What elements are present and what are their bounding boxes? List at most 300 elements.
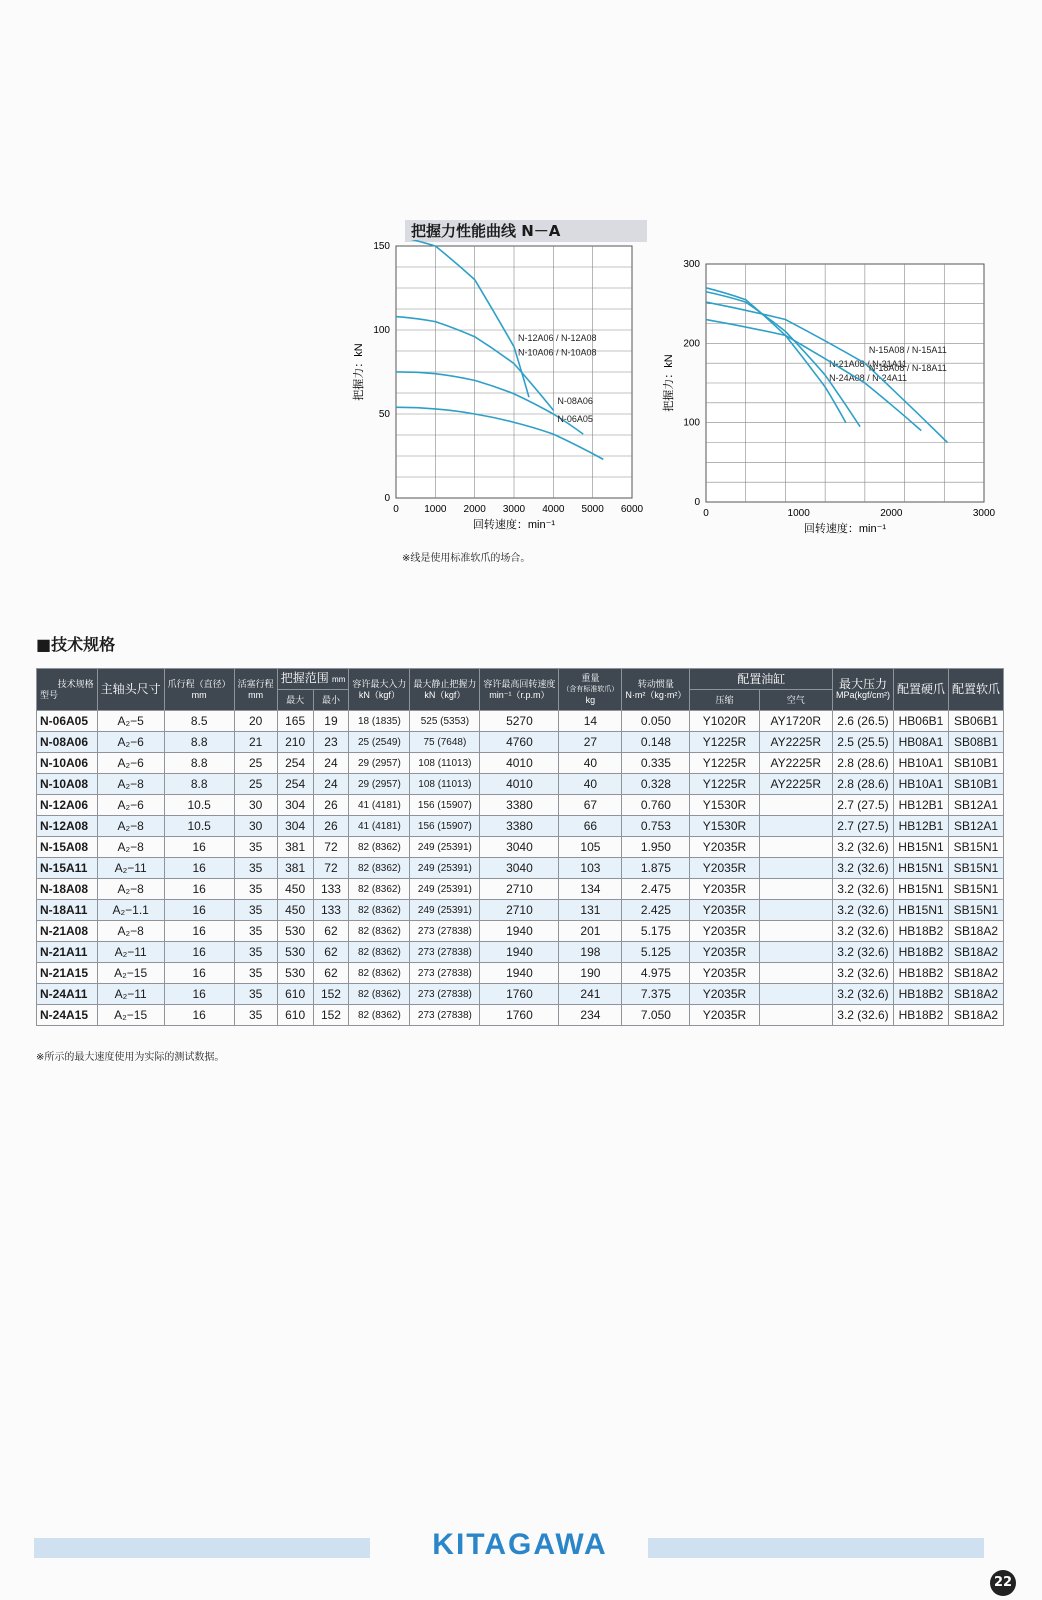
cell-pressure: 3.2 (32.6) (832, 900, 893, 921)
cell-inertia: 0.753 (622, 816, 690, 837)
cell-grip: 273 (27838) (410, 984, 480, 1005)
cell-soft: SB12A1 (948, 795, 1003, 816)
cell-hyd: Y2035R (690, 900, 759, 921)
cell-spindle: A₂−11 (97, 942, 164, 963)
cell-gmin: 72 (313, 837, 349, 858)
header-static-grip (410, 669, 480, 711)
cell-input: 82 (8362) (349, 984, 410, 1005)
cell-soft: SB06B1 (948, 711, 1003, 732)
header-cyl-air: 空气 (759, 690, 832, 711)
cell-model: N-10A06 (37, 753, 98, 774)
y-axis-label: 把握力：kN (663, 354, 675, 412)
brand-logo: KITAGAWA (432, 1528, 608, 1561)
cell-spindle: A₂−8 (97, 921, 164, 942)
cell-inertia: 7.050 (622, 1005, 690, 1026)
cell-air (759, 942, 832, 963)
cell-grip: 108 (11013) (410, 774, 480, 795)
header-model (37, 669, 98, 711)
cell-model: N-21A11 (37, 942, 98, 963)
cell-speed: 2710 (480, 900, 559, 921)
table-row (37, 921, 1004, 942)
cell-gmax: 381 (277, 858, 313, 879)
cell-model: N-24A11 (37, 984, 98, 1005)
cell-inertia: 2.475 (622, 879, 690, 900)
cell-pressure: 3.2 (32.6) (832, 963, 893, 984)
cell-grip: 525 (5353) (410, 711, 480, 732)
cell-speed: 5270 (480, 711, 559, 732)
cell-hyd: Y2035R (690, 837, 759, 858)
y-tick-label: 200 (683, 338, 700, 350)
cell-hard: HB06B1 (893, 711, 948, 732)
cell-grip: 273 (27838) (410, 942, 480, 963)
cell-hyd: Y2035R (690, 984, 759, 1005)
cell-air: AY2225R (759, 753, 832, 774)
y-tick-label: 300 (683, 259, 700, 270)
cell-piston: 35 (234, 900, 277, 921)
x-tick-label: 3000 (502, 504, 526, 515)
cell-hyd: Y1530R (690, 795, 759, 816)
cell-air (759, 963, 832, 984)
cell-inertia: 1.950 (622, 837, 690, 858)
cell-gmax: 254 (277, 774, 313, 795)
cell-piston: 25 (234, 753, 277, 774)
header-max-pressure-unit: MPa(kgf/cm²) (835, 689, 890, 700)
cell-jaw: 16 (164, 858, 234, 879)
cell-hyd: Y1225R (690, 732, 759, 753)
cell-jaw: 8.8 (164, 732, 234, 753)
header-weight-note: （含有标准软爪） (562, 686, 619, 693)
cell-grip: 249 (25391) (410, 879, 480, 900)
x-tick-label: 0 (393, 504, 399, 515)
table-row (37, 942, 1004, 963)
cell-air: AY2225R (759, 732, 832, 753)
cell-input: 82 (8362) (349, 942, 410, 963)
cell-input: 29 (2957) (349, 753, 410, 774)
cell-spindle: A₂−8 (97, 837, 164, 858)
series-label: N-08A06 (557, 396, 593, 406)
header-inertia-label: 转动惯量 (637, 678, 674, 689)
cell-gmin: 62 (313, 963, 349, 984)
cell-gmax: 450 (277, 879, 313, 900)
header-weight-label: 重量 (581, 673, 600, 683)
cell-hard: HB10A1 (893, 753, 948, 774)
cell-piston: 35 (234, 879, 277, 900)
cell-gmin: 19 (313, 711, 349, 732)
cell-grip: 249 (25391) (410, 858, 480, 879)
cell-model: N-10A08 (37, 774, 98, 795)
cell-pressure: 3.2 (32.6) (832, 942, 893, 963)
table-row (37, 963, 1004, 984)
cell-jaw: 10.5 (164, 816, 234, 837)
cell-gmax: 165 (277, 711, 313, 732)
cell-input: 82 (8362) (349, 879, 410, 900)
y-axis-label: 把握力：kN (353, 343, 365, 401)
cell-grip: 273 (27838) (410, 963, 480, 984)
cell-hard: HB18B2 (893, 963, 948, 984)
cell-pressure: 2.8 (28.6) (832, 774, 893, 795)
header-piston-stroke-unit: mm (248, 689, 264, 700)
x-axis-label: 回转速度：min⁻¹ (472, 519, 556, 531)
cell-model: N-24A15 (37, 1005, 98, 1026)
cell-pressure: 3.2 (32.6) (832, 984, 893, 1005)
cell-weight: 103 (559, 858, 622, 879)
header-weight-unit: kg (585, 695, 596, 705)
cell-gmax: 304 (277, 795, 313, 816)
cell-model: N-12A08 (37, 816, 98, 837)
cell-jaw: 8.8 (164, 753, 234, 774)
header-grip-range (277, 669, 349, 690)
cell-gmax: 530 (277, 921, 313, 942)
cell-jaw: 16 (164, 984, 234, 1005)
cell-soft: SB18A2 (948, 984, 1003, 1005)
header-inertia-unit: N·m²（kg·m²） (625, 689, 687, 700)
cell-piston: 21 (234, 732, 277, 753)
chart-note: ※线是使用标准软爪的场合。 (402, 553, 531, 564)
cell-soft: SB18A2 (948, 942, 1003, 963)
x-tick-label: 5000 (581, 504, 604, 515)
cell-weight: 67 (559, 795, 622, 816)
cell-model: N-21A15 (37, 963, 98, 984)
cell-gmin: 133 (313, 879, 349, 900)
header-grip-max: 最大 (277, 690, 313, 711)
cell-piston: 35 (234, 837, 277, 858)
header-jaw-stroke-label: 爪行程（直径） (167, 678, 231, 689)
table-row (37, 753, 1004, 774)
x-tick-label: 3000 (972, 508, 996, 519)
cell-hard: HB08A1 (893, 732, 948, 753)
cell-input: 18 (1835) (349, 711, 410, 732)
footer-band-right (648, 1538, 984, 1558)
cell-model: N-08A06 (37, 732, 98, 753)
cell-pressure: 3.2 (32.6) (832, 1005, 893, 1026)
cell-spindle: A₂−11 (97, 984, 164, 1005)
cell-grip: 75 (7648) (410, 732, 480, 753)
cell-inertia: 4.975 (622, 963, 690, 984)
cell-grip: 273 (27838) (410, 1005, 480, 1026)
cell-jaw: 16 (164, 942, 234, 963)
cell-air (759, 858, 832, 879)
cell-gmin: 152 (313, 984, 349, 1005)
cell-speed: 1760 (480, 1005, 559, 1026)
cell-soft: SB08B1 (948, 732, 1003, 753)
cell-hard: HB18B2 (893, 921, 948, 942)
grip-chart-small (340, 240, 670, 540)
cell-speed: 3380 (480, 816, 559, 837)
header-static-grip-unit: kN（kgf） (424, 689, 466, 700)
cell-piston: 35 (234, 858, 277, 879)
cell-soft: SB15N1 (948, 837, 1003, 858)
header-weight (559, 669, 622, 711)
table-row (37, 900, 1004, 921)
spec-table-body (37, 711, 1004, 1026)
header-max-pressure-label: 最大压力 (838, 676, 887, 691)
cell-pressure: 2.8 (28.6) (832, 753, 893, 774)
cell-weight: 131 (559, 900, 622, 921)
series-label: N-12A06 / N-12A08 (518, 332, 597, 343)
cell-inertia: 0.050 (622, 711, 690, 732)
cell-gmax: 450 (277, 900, 313, 921)
cell-jaw: 16 (164, 837, 234, 858)
cell-piston: 35 (234, 984, 277, 1005)
cell-piston: 20 (234, 711, 277, 732)
header-grip-min: 最小 (313, 690, 349, 711)
table-note: ※所示的最大速度使用为实际的测试数据。 (36, 1052, 225, 1063)
cell-soft: SB10B1 (948, 753, 1003, 774)
cell-grip: 249 (25391) (410, 837, 480, 858)
cell-inertia: 0.760 (622, 795, 690, 816)
cell-grip: 156 (15907) (410, 816, 480, 837)
cell-inertia: 1.875 (622, 858, 690, 879)
cell-gmax: 304 (277, 816, 313, 837)
table-row (37, 858, 1004, 879)
grip-chart-large (660, 258, 1000, 540)
cell-weight: 198 (559, 942, 622, 963)
cell-grip: 156 (15907) (410, 795, 480, 816)
header-jaw-stroke-unit: mm (191, 689, 207, 700)
y-tick-label: 0 (384, 493, 390, 504)
x-tick-label: 2000 (463, 504, 486, 515)
cell-model: N-15A11 (37, 858, 98, 879)
cell-air (759, 816, 832, 837)
cell-gmin: 24 (313, 753, 349, 774)
cell-jaw: 10.5 (164, 795, 234, 816)
cell-weight: 40 (559, 753, 622, 774)
header-grip-range-label: 把握范围 (280, 671, 329, 685)
header-max-speed-label: 容许最高回转速度 (483, 678, 556, 689)
chart-title: 把握力性能曲线 N－A (405, 220, 647, 242)
cell-gmin: 23 (313, 732, 349, 753)
cell-input: 82 (8362) (349, 858, 410, 879)
header-cyl-hyd: 压缩 (690, 690, 759, 711)
x-tick-label: 1000 (424, 504, 447, 515)
header-spec-label: 技术规格 (57, 678, 94, 689)
cell-gmax: 610 (277, 1005, 313, 1026)
cell-soft: SB15N1 (948, 858, 1003, 879)
cell-soft: SB18A2 (948, 921, 1003, 942)
cell-spindle: A₂−1.1 (97, 900, 164, 921)
cell-spindle: A₂−6 (97, 732, 164, 753)
header-max-input-label: 容许最大入力 (352, 678, 407, 689)
cell-spindle: A₂−6 (97, 753, 164, 774)
cell-pressure: 3.2 (32.6) (832, 837, 893, 858)
header-grip-range-unit: mm (332, 675, 346, 684)
cell-air (759, 921, 832, 942)
cell-pressure: 3.2 (32.6) (832, 858, 893, 879)
x-tick-label: 4000 (542, 504, 565, 515)
cell-gmax: 254 (277, 753, 313, 774)
header-static-grip-label: 最大静止把握力 (413, 678, 477, 689)
cell-hard: HB12B1 (893, 795, 948, 816)
cell-piston: 25 (234, 774, 277, 795)
cell-hard: HB15N1 (893, 900, 948, 921)
cell-inertia: 2.425 (622, 900, 690, 921)
cell-jaw: 16 (164, 963, 234, 984)
cell-speed: 1940 (480, 963, 559, 984)
series-label: N-10A06 / N-10A08 (518, 347, 597, 358)
y-tick-label: 100 (373, 325, 390, 336)
cell-spindle: A₂−5 (97, 711, 164, 732)
cell-weight: 234 (559, 1005, 622, 1026)
cell-hard: HB15N1 (893, 858, 948, 879)
header-max-pressure (832, 669, 893, 711)
cell-gmax: 530 (277, 942, 313, 963)
cell-gmin: 152 (313, 1005, 349, 1026)
cell-input: 82 (8362) (349, 837, 410, 858)
series-label: N-15A08 / N-15A11 (868, 345, 947, 356)
x-tick-label: 6000 (620, 504, 644, 515)
spec-table (36, 668, 1004, 1026)
header-piston-stroke (234, 669, 277, 711)
cell-hyd: Y2035R (690, 963, 759, 984)
cell-input: 41 (4181) (349, 795, 410, 816)
cell-soft: SB18A2 (948, 1005, 1003, 1026)
x-axis-label: 回转速度：min⁻¹ (803, 523, 887, 535)
cell-hard: HB15N1 (893, 837, 948, 858)
cell-gmin: 133 (313, 900, 349, 921)
table-row (37, 879, 1004, 900)
cell-jaw: 8.8 (164, 774, 234, 795)
cell-weight: 190 (559, 963, 622, 984)
cell-spindle: A₂−8 (97, 774, 164, 795)
cell-hard: HB15N1 (893, 879, 948, 900)
cell-piston: 35 (234, 942, 277, 963)
cell-pressure: 3.2 (32.6) (832, 879, 893, 900)
cell-model: N-06A05 (37, 711, 98, 732)
header-inertia (622, 669, 690, 711)
cell-speed: 3040 (480, 837, 559, 858)
cell-spindle: A₂−15 (97, 1005, 164, 1026)
x-tick-label: 1000 (787, 508, 810, 519)
cell-inertia: 0.335 (622, 753, 690, 774)
cell-speed: 1760 (480, 984, 559, 1005)
cell-weight: 105 (559, 837, 622, 858)
cell-hyd: Y2035R (690, 858, 759, 879)
header-max-input (349, 669, 410, 711)
header-model-label: 型号 (40, 689, 59, 700)
cell-gmin: 26 (313, 816, 349, 837)
cell-inertia: 5.175 (622, 921, 690, 942)
footer-band-left (34, 1538, 370, 1558)
cell-hyd: Y1225R (690, 774, 759, 795)
series-label: N-21A08 / N-21A11 (829, 359, 908, 370)
cell-spindle: A₂−6 (97, 795, 164, 816)
cell-inertia: 0.328 (622, 774, 690, 795)
cell-input: 41 (4181) (349, 816, 410, 837)
cell-gmin: 62 (313, 942, 349, 963)
cell-air: AY2225R (759, 774, 832, 795)
cell-air (759, 900, 832, 921)
cell-weight: 241 (559, 984, 622, 1005)
cell-air: AY1720R (759, 711, 832, 732)
table-row (37, 795, 1004, 816)
cell-jaw: 8.5 (164, 711, 234, 732)
cell-input: 82 (8362) (349, 921, 410, 942)
cell-weight: 66 (559, 816, 622, 837)
cell-weight: 201 (559, 921, 622, 942)
cell-inertia: 0.148 (622, 732, 690, 753)
table-row (37, 984, 1004, 1005)
cell-grip: 273 (27838) (410, 921, 480, 942)
cell-weight: 27 (559, 732, 622, 753)
table-row (37, 774, 1004, 795)
cell-soft: SB12A1 (948, 816, 1003, 837)
cell-jaw: 16 (164, 1005, 234, 1026)
header-max-speed-unit: min⁻¹（r.p.m） (489, 689, 550, 700)
cell-pressure: 2.7 (27.5) (832, 795, 893, 816)
y-tick-label: 50 (378, 409, 390, 420)
header-spindle: 主轴头尺寸 (97, 669, 164, 711)
y-tick-label: 150 (373, 241, 390, 252)
cell-hyd: Y1020R (690, 711, 759, 732)
cell-input: 29 (2957) (349, 774, 410, 795)
cell-gmin: 62 (313, 921, 349, 942)
cell-spindle: A₂−11 (97, 858, 164, 879)
cell-model: N-15A08 (37, 837, 98, 858)
cell-gmin: 72 (313, 858, 349, 879)
cell-speed: 1940 (480, 921, 559, 942)
cell-speed: 2710 (480, 879, 559, 900)
cell-hard: HB12B1 (893, 816, 948, 837)
x-tick-label: 0 (703, 508, 709, 519)
y-tick-label: 0 (694, 497, 700, 508)
cell-piston: 30 (234, 795, 277, 816)
cell-speed: 3380 (480, 795, 559, 816)
cell-speed: 4010 (480, 774, 559, 795)
series-label: N-24A08 / N-24A11 (829, 372, 908, 383)
cell-speed: 3040 (480, 858, 559, 879)
cell-hyd: Y1530R (690, 816, 759, 837)
cell-hyd: Y2035R (690, 921, 759, 942)
cell-soft: SB15N1 (948, 900, 1003, 921)
series-label: N-06A05 (557, 414, 593, 425)
cell-gmax: 610 (277, 984, 313, 1005)
cell-air (759, 837, 832, 858)
header-piston-stroke-label: 活塞行程 (237, 678, 274, 689)
cell-hyd: Y2035R (690, 879, 759, 900)
cell-weight: 14 (559, 711, 622, 732)
x-tick-label: 2000 (880, 508, 903, 519)
cell-grip: 249 (25391) (410, 900, 480, 921)
cell-spindle: A₂−15 (97, 963, 164, 984)
cell-weight: 134 (559, 879, 622, 900)
cell-hard: HB18B2 (893, 1005, 948, 1026)
cell-soft: SB15N1 (948, 879, 1003, 900)
cell-hyd: Y2035R (690, 942, 759, 963)
cell-pressure: 2.7 (27.5) (832, 816, 893, 837)
cell-input: 82 (8362) (349, 900, 410, 921)
cell-input: 82 (8362) (349, 963, 410, 984)
cell-grip: 108 (11013) (410, 753, 480, 774)
cell-jaw: 16 (164, 921, 234, 942)
header-max-speed (480, 669, 559, 711)
y-tick-label: 100 (683, 417, 700, 429)
table-row (37, 732, 1004, 753)
cell-hyd: Y1225R (690, 753, 759, 774)
cell-soft: SB18A2 (948, 963, 1003, 984)
table-row (37, 816, 1004, 837)
header-max-input-unit: kN（kgf） (358, 689, 400, 700)
table-row (37, 837, 1004, 858)
cell-air (759, 984, 832, 1005)
table-row (37, 1005, 1004, 1026)
cell-model: N-18A11 (37, 900, 98, 921)
cell-piston: 35 (234, 1005, 277, 1026)
cell-input: 25 (2549) (349, 732, 410, 753)
cell-air (759, 1005, 832, 1026)
header-hard-jaw: 配置硬爪 (893, 669, 948, 711)
table-row (37, 711, 1004, 732)
cell-inertia: 5.125 (622, 942, 690, 963)
